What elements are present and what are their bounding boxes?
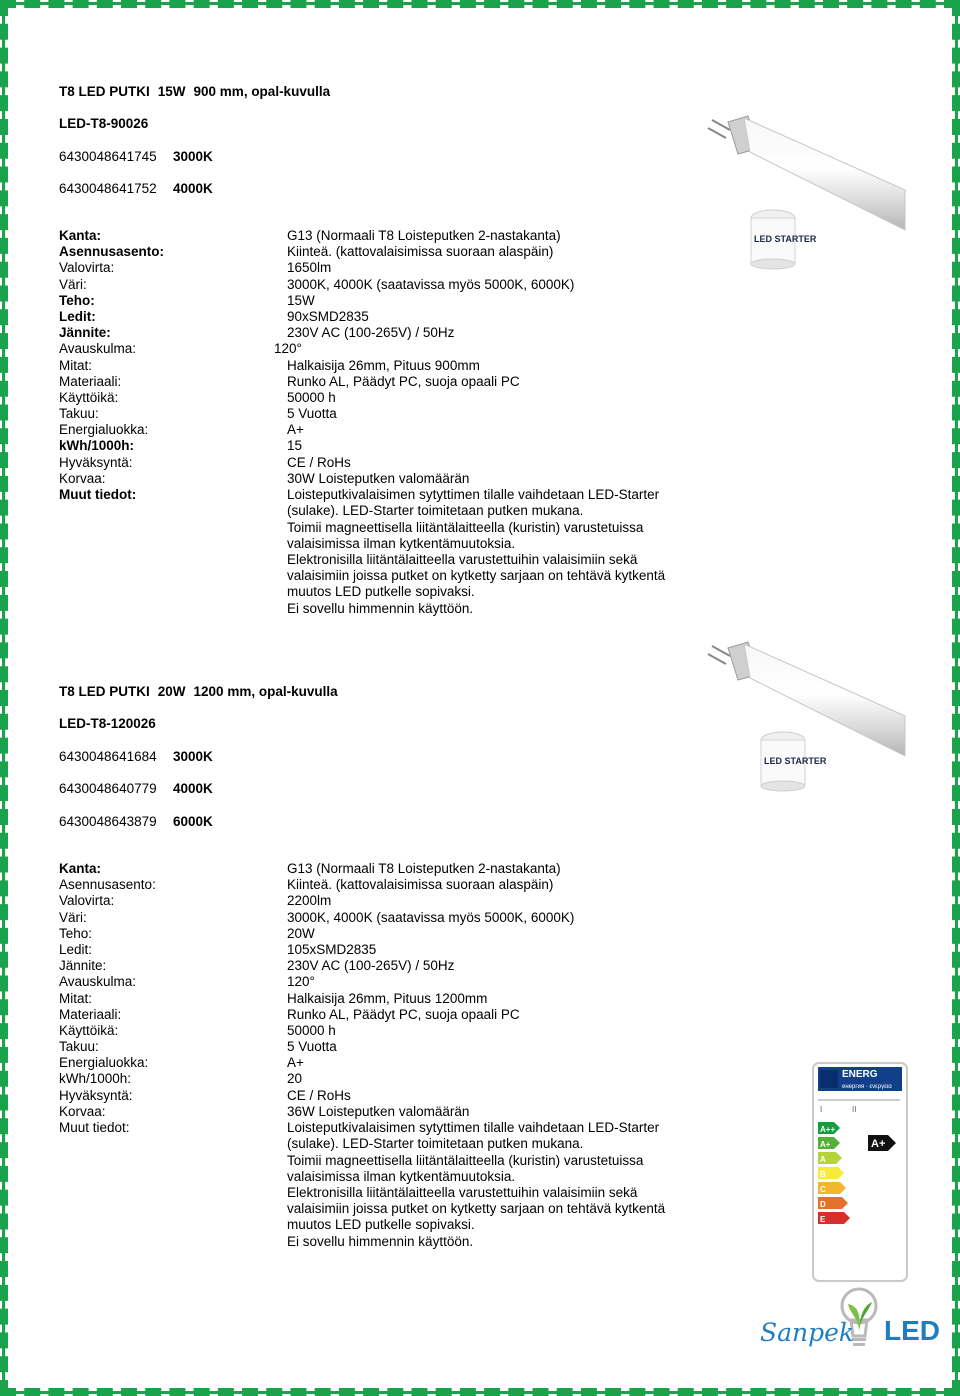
spec-value: Loisteputkivalaisimen sytyttimen tilalle vaihdetaan LED-Starter [287,487,660,502]
svg-text:II: II [852,1105,857,1114]
spec-row-teho [59,926,699,942]
note-line: valaisimiin joissa putket on kytketty sarjaan on tehtävä kytkentä [287,1201,666,1217]
spec-row-asennusasento [59,877,699,893]
spec-value: 5 Vuotta [287,1039,337,1055]
note-line: muutos LED putkelle sopivaksi. [287,1217,475,1233]
logo-led-text: LED [884,1315,940,1346]
spec-value: Runko AL, Päädyt PC, suoja opaali PC [287,373,520,389]
variant-ean: 6430048641752 [59,181,157,196]
spec-value: 230V AC (100-265V) / 50Hz [287,325,455,341]
led-starter-image [745,208,817,270]
spec-label: Hyväksyntä: [59,1087,133,1103]
spec-label: kWh/1000h: [59,438,135,454]
spec-label: Avauskulma: [59,974,137,990]
spec-label: Käyttöikä: [59,389,119,405]
spec-row-takuu [59,1039,699,1055]
spec-row-hyvaksynta [59,455,699,471]
note-line: Elektronisilla liitäntälaitteella varustettuihin valaisimiin sekä [287,552,638,567]
spec-value: CE / RoHs [287,454,351,470]
spec-value: 3000K, 4000K (saatavissa myös 5000K, 6000K) [287,909,575,925]
spec-value: Loisteputkivalaisimen sytyttimen tilalle vaihdetaan LED-Starter [287,1120,660,1135]
spec-row-korvaa [59,471,699,487]
spec-value: 15 [287,438,303,454]
note-line: valaisimiin joissa putket on kytketty sarjaan on tehtävä kytkentä [287,568,666,584]
svg-text:I: I [820,1105,823,1114]
spec-value: 120° [287,974,315,990]
spec-value: 90xSMD2835 [287,308,369,324]
variant-cct: 4000K [173,181,213,196]
variant-ean: 6430048641745 [59,149,157,164]
spec-value: A+ [287,1055,304,1071]
spec-row-kanta [59,228,699,244]
spec-label: Muut tiedot: [59,1120,130,1135]
spec-row-valovirta [59,260,699,276]
spec-label: Energialuokka: [59,1055,149,1071]
starter-label: LED STARTER [764,756,827,766]
spec-value: 5 Vuotta [287,406,337,422]
energy-label-image [812,1062,908,1282]
spec-row-mitat [59,358,699,374]
logo-brand-text: Sanpek [760,1318,855,1347]
variant-ean: 6430048640779 [59,781,157,796]
energy-class-label: A++ [820,1125,836,1134]
spec-label: Hyväksyntä: [59,454,133,470]
notes-block [287,1136,665,1249]
product-description: 1200 mm, opal-kuvulla [193,684,338,699]
spec-row-kayttoika [59,1023,699,1039]
notes-block [287,503,665,616]
spec-row-vari [59,910,699,926]
spec-value: A+ [287,422,304,438]
spec-label: Energialuokka: [59,422,149,438]
spec-value: Kiinteä. (kattovalaisimissa suoraan alaspäin) [287,877,554,893]
spec-label: Ledit: [59,941,93,957]
spec-row-kwh [59,1071,699,1087]
spec-value: CE / RoHs [287,1087,351,1103]
starter-label: LED STARTER [754,234,817,244]
variant-cct: 3000K [173,149,213,164]
spec-label: Ledit: [59,308,96,324]
spec-label: Asennusasento: [59,244,165,260]
spec-label: Muut tiedot: [59,487,137,502]
spec-label: Mitat: [59,357,93,373]
spec-row-kanta [59,861,699,877]
spec-label: Jännite: [59,958,107,974]
spec-row-energialuokka [59,422,699,438]
spec-value: 15W [287,292,315,308]
spec-label: Teho: [59,925,93,941]
variant-row [59,181,213,196]
variant-row [59,814,213,829]
spec-label: Takuu: [59,1039,99,1055]
spec-value: G13 (Normaali T8 Loisteputken 2-nastakanta) [287,228,561,243]
led-starter-image [755,730,827,792]
spec-label: kWh/1000h: [59,1071,132,1087]
variant-cct: 4000K [173,781,213,796]
spec-value: 30W Loisteputken valomäärän [287,470,470,486]
spec-row-hyvaksynta [59,1088,699,1104]
spec-row-kayttoika [59,390,699,406]
spec-row-muut-tiedot [59,1120,699,1136]
note-line: Ei sovellu himmennin käyttöön. [287,600,474,616]
spec-row-muut-tiedot [59,487,699,503]
energy-label-subheader: енергия · ενεργεια [842,1084,892,1090]
spec-value: 230V AC (100-265V) / 50Hz [287,958,455,974]
spec-label: Materiaali: [59,1006,122,1022]
product-power: 15W [157,84,186,99]
spec-label: Asennusasento: [59,877,156,893]
energy-label-header: ENERG [842,1069,878,1080]
spec-label: Takuu: [59,406,99,422]
spec-value: 50000 h [287,1022,336,1038]
spec-row-ledit [59,942,699,958]
spec-row-vari [59,277,699,293]
spec-row-valovirta [59,893,699,909]
energy-class-label: A [820,1155,826,1164]
product-title [59,84,330,99]
spec-label: Mitat: [59,990,93,1006]
note-line: (sulake). LED-Starter toimitetaan putken mukana. [287,1136,584,1152]
product-power: 20W [157,684,186,699]
spec-label: Korvaa: [59,470,106,486]
spec-row-materiaali [59,1007,699,1023]
variant-cct: 6000K [173,814,213,829]
spec-row-jannite [59,325,699,341]
spec-row-kwh [59,438,699,454]
variant-row [59,781,213,796]
variant-ean: 6430048643879 [59,814,157,829]
note-line: valaisimissa ilman kytkentämuutoksia. [287,1168,516,1184]
spec-value: 36W Loisteputken valomäärän [287,1103,470,1119]
variant-cct: 3000K [173,749,213,764]
spec-value: 20 [287,1071,303,1087]
note-line: muutos LED putkelle sopivaksi. [287,584,475,600]
spec-row-avauskulma [59,974,699,990]
spec-label: Jännite: [59,325,111,341]
spec-value: 3000K, 4000K (saatavissa myös 5000K, 6000K) [287,276,575,292]
spec-row-korvaa [59,1104,699,1120]
energy-class-label: B [820,1170,826,1179]
spec-label: Valovirta: [59,893,115,909]
variant-row [59,749,213,764]
spec-value: 1650lm [287,260,332,276]
spec-label: Väri: [59,909,87,925]
spec-label: Valovirta: [59,260,115,276]
spec-row-asennusasento [59,244,699,260]
spec-value: 50000 h [287,389,336,405]
spec-row-teho [59,293,699,309]
spec-label: Teho: [59,292,95,308]
spec-table [59,228,699,616]
spec-value: 105xSMD2835 [287,941,377,957]
spec-table [59,861,699,1249]
product-model: T8 LED PUTKI [59,84,150,99]
spec-row-takuu [59,406,699,422]
note-line: Toimii magneettisella liitäntälaitteella (kuristin) varustetuissa [287,519,644,535]
product-code: LED-T8-90026 [59,116,149,131]
product-code: LED-T8-120026 [59,716,156,731]
note-line: Ei sovellu himmennin käyttöön. [287,1233,474,1249]
variant-ean: 6430048641684 [59,749,157,764]
sanpek-led-logo [750,1284,940,1370]
spec-label: Kanta: [59,861,102,876]
product-description: 900 mm, opal-kuvulla [193,84,331,99]
spec-value: Halkaisija 26mm, Pituus 1200mm [287,990,488,1006]
spec-row-energialuokka [59,1055,699,1071]
energy-class-label: E [820,1215,826,1224]
note-line: valaisimissa ilman kytkentämuutoksia. [287,535,516,551]
spec-value: G13 (Normaali T8 Loisteputken 2-nastakanta) [287,861,561,876]
energy-rating-arrow: A+ [871,1138,886,1150]
spec-value: 120° [274,341,302,357]
note-line: (sulake). LED-Starter toimitetaan putken mukana. [287,503,584,519]
spec-row-materiaali [59,374,699,390]
energy-class-label: D [820,1200,826,1209]
note-line: Toimii magneettisella liitäntälaitteella (kuristin) varustetuissa [287,1152,644,1168]
spec-row-ledit [59,309,699,325]
eu-flag-icon [820,1070,838,1088]
spec-value: Halkaisija 26mm, Pituus 900mm [287,357,480,373]
note-line: Elektronisilla liitäntälaitteella varustettuihin valaisimiin sekä [287,1185,638,1200]
spec-row-jannite [59,958,699,974]
spec-label: Kanta: [59,228,102,243]
spec-label: Avauskulma: [59,341,137,357]
spec-value: 20W [287,925,315,941]
spec-value: 2200lm [287,893,332,909]
spec-label: Korvaa: [59,1103,106,1119]
spec-row-avauskulma [59,341,699,357]
spec-label: Käyttöikä: [59,1022,119,1038]
product-model: T8 LED PUTKI [59,684,150,699]
variant-row [59,149,213,164]
product-title [59,684,338,699]
energy-class-label: A+ [820,1140,831,1149]
spec-row-mitat [59,991,699,1007]
spec-value: Kiinteä. (kattovalaisimissa suoraan alaspäin) [287,244,554,260]
spec-value: Runko AL, Päädyt PC, suoja opaali PC [287,1006,520,1022]
spec-label: Materiaali: [59,373,122,389]
energy-class-label: C [820,1185,826,1194]
spec-label: Väri: [59,276,87,292]
